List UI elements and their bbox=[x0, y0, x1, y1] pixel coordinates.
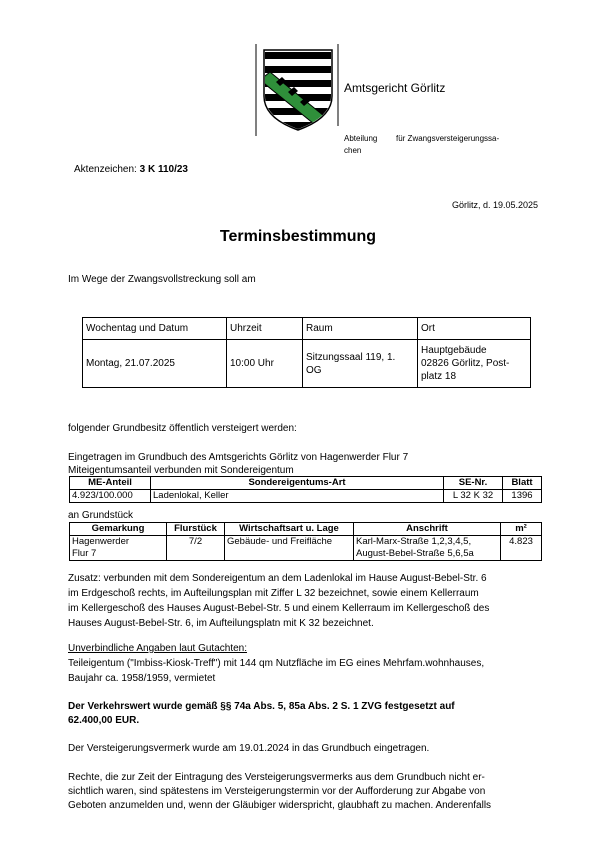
coat-of-arms-logo bbox=[254, 44, 340, 136]
gemarkung bbox=[70, 536, 167, 561]
header-date: Wochentag und Datum bbox=[83, 318, 227, 340]
special-property-type: Ladenlokal, Keller bbox=[151, 490, 444, 503]
address bbox=[354, 536, 501, 561]
market-value-line-1: Der Verkehrswert wurde gemäß §§ 74a Abs. 5, 85a Abs. 2 S. 1 ZVG festgesetzt auf bbox=[68, 701, 455, 712]
land-use: Gebäude- und Freifläche bbox=[225, 536, 354, 561]
gemarkung-line-1: Hagenwerder bbox=[72, 536, 130, 547]
address-line-2: August-Bebel-Straße 5,6,5a bbox=[356, 548, 474, 559]
header-land-use: Wirtschaftsart u. Lage bbox=[225, 523, 354, 536]
appraisal-heading: Unverbindliche Angaben laut Gutachten: bbox=[68, 643, 248, 654]
header-flurstueck: Flurstück bbox=[167, 523, 225, 536]
rights-line-1: Rechte, die zur Zeit der Eintragung des Versteigerungsvermerks aus dem Grundbuch nicht er- bbox=[68, 772, 485, 783]
header-sheet: Blatt bbox=[503, 477, 542, 490]
addition-line-4: Hauses August-Bebel-Str. 6, im Aufteilungsplatn mit K 32 bezeichnet. bbox=[68, 618, 374, 629]
header-special-property-type: Sondereigentums-Art bbox=[151, 477, 444, 490]
schedule-room-line-2: OG bbox=[306, 364, 322, 376]
saxony-coat-of-arms-icon bbox=[254, 44, 340, 136]
schedule-place bbox=[418, 340, 531, 388]
address-line-1: Karl-Marx-Straße 1,2,3,4,5, bbox=[356, 536, 472, 547]
table-row bbox=[83, 340, 531, 388]
an-grundstueck-label: an Grundstück bbox=[68, 510, 134, 521]
rights-line-2: sichtlich waren, sind spätestens im Versteigerungstermin vor der Aufforderung zur Abgabe von bbox=[68, 786, 486, 797]
case-number-value: 3 K 110/23 bbox=[139, 164, 188, 175]
plot-table bbox=[69, 522, 542, 561]
addition-line-1: Zusatz: verbunden mit dem Sondereigentum an dem Ladenlokal im Hause August-Bebel-Str. 6 bbox=[68, 573, 487, 584]
rights-line-3: Geboten anzumelden und, wenn der Gläubiger widerspricht, glaubhaft zu machen. Anderenfalls bbox=[68, 800, 492, 811]
addition-line-2: im Erdgeschoß rechts, im Aufteilungsplan mit Ziffer L 32 bezeichnet, sowie einem Kellerraum bbox=[68, 588, 479, 599]
header-time: Uhrzeit bbox=[227, 318, 303, 340]
department-label-line-2: chen bbox=[344, 146, 362, 155]
table-header-row bbox=[83, 318, 531, 340]
header-me-share: ME-Anteil bbox=[70, 477, 151, 490]
schedule-room-line-1: Sitzungssaal 119, 1. bbox=[306, 351, 396, 363]
header-area: m² bbox=[501, 523, 542, 536]
place-date: Görlitz, d. 19.05.2025 bbox=[451, 200, 538, 210]
schedule-place-line-3: platz 18 bbox=[421, 371, 457, 382]
intro-text: Im Wege der Zwangsvollstreckung soll am bbox=[68, 274, 256, 285]
schedule-place-line-1: Hauptgebäude bbox=[421, 345, 487, 356]
header-address: Anschrift bbox=[354, 523, 501, 536]
table-row bbox=[70, 536, 542, 561]
se-number: L 32 K 32 bbox=[444, 490, 503, 503]
addition-line-3: im Kellergeschoß des Hauses August-Bebel-Str. 5 und einem Kellerraum im Kellergeschoß des bbox=[68, 603, 490, 614]
header-gemarkung: Gemarkung bbox=[70, 523, 167, 536]
auction-note: Der Versteigerungsvermerk wurde am 19.01.2024 in das Grundbuch eingetragen. bbox=[68, 743, 430, 754]
court-name: Amtsgericht Görlitz bbox=[344, 81, 446, 95]
rights-paragraph bbox=[68, 771, 542, 813]
department-label: Abteilung bbox=[344, 134, 378, 143]
table-header-row bbox=[70, 523, 542, 536]
flurstueck: 7/2 bbox=[167, 536, 225, 561]
document-title: Terminsbestimmung bbox=[219, 228, 377, 245]
schedule-room bbox=[303, 340, 418, 388]
schedule-table bbox=[82, 317, 531, 388]
addition-paragraph bbox=[68, 571, 540, 631]
case-number bbox=[74, 163, 188, 176]
area: 4.823 bbox=[501, 536, 542, 561]
registered-line-2: Miteigentumsanteil verbunden mit Sondereigentum bbox=[68, 465, 294, 476]
appraisal-line-1: Teileigentum ("Imbiss-Kiosk-Treff") mit 144 qm Nutzfläche im EG eines Mehrfam.wohnhauses, bbox=[68, 658, 485, 669]
table-row bbox=[70, 490, 542, 503]
table-header-row bbox=[70, 477, 542, 490]
department-value: für Zwangsversteigerungssa- bbox=[396, 134, 500, 143]
appraisal-paragraph bbox=[68, 656, 542, 686]
header-place: Ort bbox=[418, 318, 531, 340]
market-value-line-2: 62.400,00 EUR. bbox=[68, 715, 140, 726]
co-ownership-table bbox=[69, 476, 542, 503]
header-se-number: SE-Nr. bbox=[444, 477, 503, 490]
case-number-label: Aktenzeichen: bbox=[74, 164, 137, 175]
gemarkung-line-2: Flur 7 bbox=[72, 548, 97, 559]
following-text: folgender Grundbesitz öffentlich versteigert werden: bbox=[68, 423, 297, 434]
appraisal-line-2: Baujahr ca. 1958/1959, vermietet bbox=[68, 673, 216, 684]
me-share: 4.923/100.000 bbox=[70, 490, 151, 503]
schedule-place-line-2: 02826 Görlitz, Post- bbox=[421, 358, 510, 369]
registered-line-1: Eingetragen im Grundbuch des Amtsgerichts Görlitz von Hagenwerder Flur 7 bbox=[68, 452, 409, 463]
header-room: Raum bbox=[303, 318, 418, 340]
market-value-paragraph bbox=[68, 700, 542, 728]
schedule-time: 10:00 Uhr bbox=[227, 340, 303, 388]
schedule-date: Montag, 21.07.2025 bbox=[83, 340, 227, 388]
sheet-number: 1396 bbox=[503, 490, 542, 503]
